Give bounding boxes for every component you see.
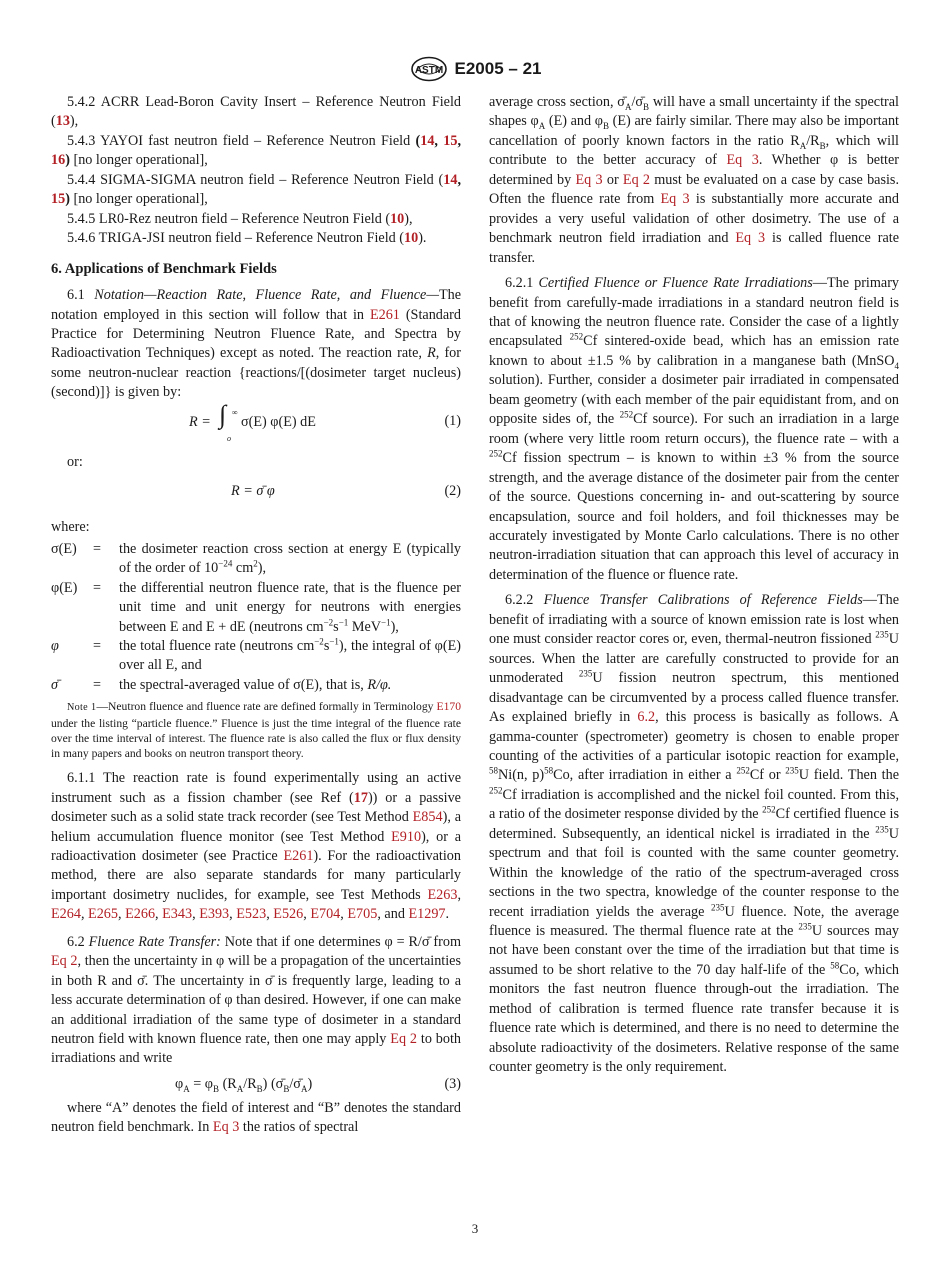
ref-eq3-link[interactable]: Eq 3 <box>660 191 690 208</box>
definition-sigma-bar: σ̄ = the spectral-averaged value of σ(E), that is, R/φ. <box>51 676 392 693</box>
ref-e265-link[interactable]: E265 <box>88 906 118 923</box>
equation-3: $\varphi_A = \varphi_B$ $(R_A/R_B)$ $(\sigmā_B/\sigmā_A)$ (3) <box>175 1075 461 1094</box>
ref-eq3-link[interactable]: Eq 3 <box>735 230 766 247</box>
ref-e1297-link[interactable]: E1297 <box>408 906 446 923</box>
para-6-2-1: 6.2.1 Certified Fluence or Fluence Rate Irradiations—The primary benefit from carefully-made irradiations in a standard neutron field is that of knowing the neutron fluence rate. Consider the case of a lightly encapsulated $^{252}$Cf sintered-oxide bead, which has an emission rate known to about ±1.5 % by calibration in a manganese bath (MnSO$_4$ solution). Further, consider a dosimeter pair irradiated in compensated beam geometry (with each member of the pair equidistant from, and on opposite sides of, the $^{252}$Cf source). For such an irradiation in a large room (where very little room return occurs), the fluence rate – with a $^{252}$Cf fission spectrum – is known to within ±3 % from the source strength, and the average distance of the dosimeter pair from the center of the source. Questions concerning in- and out-scattering by source encapsulation, source and foil holders, and foil thicknesses may be accurately investigated by Monte Carlo calculations. There is no other neutron-irradiation situation that can approach this level of accuracy in determination of the fluence or fluence rate. <box>489 275 900 583</box>
para-5-4-6: 5.4.6 TRIGA-JSI neutron field – Reference Neutron Field (10). <box>67 230 427 247</box>
para-5-4-2: 5.4.2 ACRR Lead-Boron Cavity Insert – Reference Neutron Field (13), <box>51 94 461 130</box>
para-5-4-3: 5.4.3 YAYOI fast neutron field – Reference Neutron Field (14, 15, 16) [no longer operational], <box>51 132 462 169</box>
ref-10-link[interactable]: 10 <box>404 230 419 247</box>
ref-e263-link[interactable]: E263 <box>427 886 458 903</box>
or-text: or: <box>67 453 83 470</box>
section-6-heading: 6. Applications of Benchmark Fields <box>51 260 277 277</box>
definition-phi: φ = the total fluence rate (neutrons $cm^{-2}s^{-1}$), the integral of φ(E) over all E, and <box>51 636 461 674</box>
ref-e526-link[interactable]: E526 <box>273 906 304 923</box>
ref-e264-link[interactable]: E264 <box>51 906 81 923</box>
para-6-1: 6.1 Notation—Reaction Rate, Fluence Rate, and Fluence—The notation employed in this section will follow that in E261 (Standard Practice for Determining Neutron Fluence Rate, and Spectra by Radioactivation Techniques) except as noted. The reaction rate, R, for some neutron-nuclear reaction {reactions/[(dosimeter target nucleus)(second)]} is given by: <box>51 287 462 401</box>
ref-e261-link[interactable]: E261 <box>283 847 314 864</box>
ref-e854-link[interactable]: E854 <box>412 809 443 826</box>
ref-e910-link[interactable]: E910 <box>391 828 422 845</box>
ref-13-link[interactable]: 13 <box>55 113 70 130</box>
ref-eq2-link[interactable]: Eq 2 <box>390 1031 418 1048</box>
ref-e704-link[interactable]: E704 <box>310 906 341 923</box>
ref-e170-link[interactable]: E170 <box>436 700 462 714</box>
ref-14-link[interactable]: 14 <box>443 171 458 188</box>
ref-eq3-link[interactable]: Eq 3 <box>212 1119 240 1136</box>
astm-logo-icon <box>409 56 449 82</box>
para-6-1-1: 6.1.1 The reaction rate is found experimentally using an active instrument such as a fission chamber (see Ref (17)) or a passive dosimeter such as a solid state track recorder (see Test Method E854), a helium accumulation fluence monitor (see Test Method E910), or a radioactivation dosimeter (see Practice E261). For the radioactivation method, there are also separate standards for many particularly important dosimetry nuclides, for example, see Test Methods E263, E264, E265, E266, E343, E393, E523, E526, E704, E705, and E1297. <box>51 770 462 923</box>
definition-sigma-e: σ(E) = the dosimeter reaction cross section at energy E (typically of the order of $10^{-24}$ $cm^2$), <box>51 540 461 577</box>
symbol-definitions <box>51 540 461 696</box>
para-6-2-cont: where “A” denotes the field of interest and “B” denotes the standard neutron field benchmark. In Eq 3 the ratios of spectral <box>51 1099 461 1136</box>
ref-e705-link[interactable]: E705 <box>347 906 378 923</box>
ref-e523-link[interactable]: E523 <box>236 906 267 923</box>
ref-eq2-link[interactable]: Eq 2 <box>622 171 651 188</box>
ref-17-link[interactable]: 17 <box>353 789 368 806</box>
ref-e261-link[interactable]: E261 <box>369 306 400 323</box>
equation-1: R = ∫ ∞ o σ(E) φ(E) dE (1) <box>189 399 461 443</box>
logo-text: ASTM <box>414 65 443 76</box>
ref-e266-link[interactable]: E266 <box>125 906 156 923</box>
ref-15-link[interactable]: 15 <box>51 191 66 208</box>
ref-15-link[interactable]: 15 <box>443 132 458 149</box>
standard-designation: E2005 – 21 <box>454 59 542 78</box>
para-5-4-5: 5.4.5 LR0-Rez neutron field – Reference Neutron Field (10), <box>67 210 413 227</box>
ref-16-link[interactable]: 16 <box>51 152 66 169</box>
para-6-2-cont-right: average cross section, $\sigmā_A/\sigmā_B$ will have a small uncertainty if the spectral shapes $\varphi_A$ (E) and $\varphi_B$ (E) are fairly similar. There may also be important cancellation of poorly known factors in the ratio $R_A/R_B$, which will contribute to the better accuracy of Eq 3. Whether φ is better determined by Eq 3 or Eq 2 must be evaluated on a case by case basis. Often the fluence rate from Eq 3 is substantially more accurate and provides a very useful validation of other dosimetry. The use of a benchmark neutron field irradiation and Eq 3 is called fluence rate transfer. <box>489 94 899 266</box>
ref-6-2-link[interactable]: 6.2 <box>637 709 656 726</box>
page-number: 3 <box>471 1221 479 1236</box>
ref-e393-link[interactable]: E393 <box>199 906 230 923</box>
page-header <box>0 56 950 82</box>
equation-2: R = σ̄ φ (2) <box>231 483 461 500</box>
para-6-2: 6.2 Fluence Rate Transfer: Note that if one determines φ = R/σ̄ from Eq 2, then the uncertainty in φ will be a propagation of the uncertainties in both R and σ̄. The uncertainty in σ̄ is frequently large, leading to a less accurate determination of φ than desired. However, if one can make an additional irradiation of the same type of dosimeter in a standard neutron field with known fluence rate, then one may apply Eq 2 to both irradiations and write <box>51 933 462 1067</box>
ref-eq2-link[interactable]: Eq 2 <box>51 953 78 970</box>
where-text: where: <box>51 519 90 536</box>
left-column <box>51 93 461 1138</box>
ref-14-link[interactable]: 14 <box>420 132 435 149</box>
note-1: Note 1—Neutron fluence and fluence rate are defined formally in Terminology E170 under the listing “particle fluence.” Fluence is just the time integral of the fluence rate over the time interval of interest. The fluence rate is also called the flux or flux density in many papers and books on neutron transport theory. <box>51 700 462 760</box>
definition-phi-e: φ(E) = the differential neutron fluence rate, that is the fluence per unit time and unit energy for neutrons with energies between E and E + dE (neutrons $cm^{-2}s^{-1}$ MeV$^{-1}$), <box>51 579 461 635</box>
para-6-2-2: 6.2.2 Fluence Transfer Calibrations of Reference Fields—The benefit of irradiating with a source of known emission rate is lost when one must consider reactor cores or, even, thermal-neutron fissioned $^{235}$U sources. When the latter are carefully constructed to provide for an unmoderated $^{235}$U fission neutron spectrum, this mentioned disadvantage can be circumvented by a process called fluence transfer. As explained briefly in 6.2, this process is basically as follows. A gamma-counter (spectrometer) geometry is chosen to enable proper counting of the activities of a particular isotopic reaction for example, $^{58}$Ni(n, p)$^{58}$Co, after irradiation in either a $^{252}$Cf or $^{235}$U field. Then the $^{252}$Cf irradiation is accomplished and the nickel foil counted. From this, a ratio of the dosimeter response divided by the $^{252}$Cf certified fluence is determined. Subsequently, an identical nickel is irradiated in the $^{235}$U spectrum and that foil is counted with the same counter geometry. Within the knowledge of the ratio of the spectrum-averaged cross sections in the two spectra, knowledge of the counter response to the recent irradiation yields the average $^{235}$U fluence. Note, the average fluence is measured. The thermal fluence rate at the $^{235}$U sources may not have been constant over the time of the irradiation but that time is assumed to be short relative to the 70 day half-life of the $^{58}$Co, which monitors the fast neutron fluence through-out the irradiation. The method of calibration is termed fluence rate transfer because it is fluence rate which is determined, and there is no need to determine the absolute radioactivity of the dosimeters. Relative response of the same counter geometry is the only requirement. <box>489 592 899 1076</box>
ref-eq3-link[interactable]: Eq 3 <box>726 152 759 169</box>
para-5-4-4: 5.4.4 SIGMA-SIGMA neutron field – Reference Neutron Field (14, 15) [no longer operational], <box>51 171 461 208</box>
ref-10-link[interactable]: 10 <box>390 210 405 227</box>
right-column <box>489 93 899 1078</box>
ref-e343-link[interactable]: E343 <box>162 906 193 923</box>
ref-eq3-link[interactable]: Eq 3 <box>575 171 603 188</box>
